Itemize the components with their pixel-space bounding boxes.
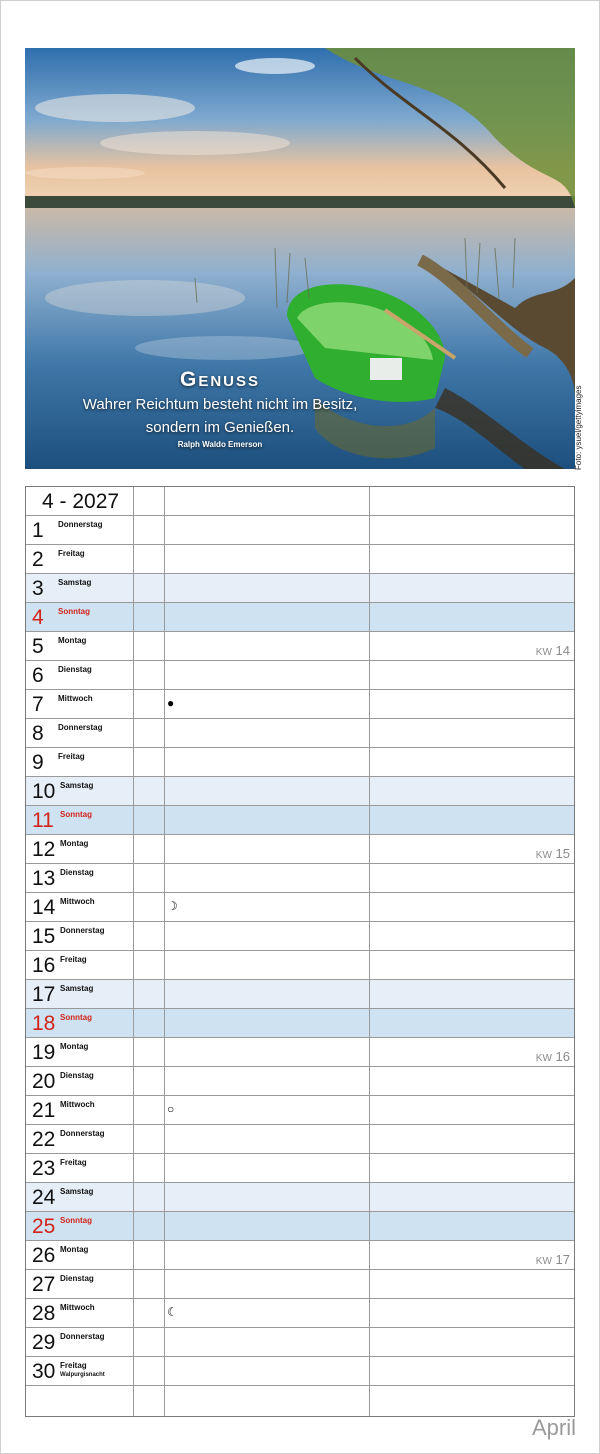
last-quarter-icon: ☾ [167,1305,178,1319]
calendar-week-label [536,1049,570,1064]
column-divider [164,487,165,1416]
day-name: Freitag [60,955,87,964]
calendar-week-prefix: KW [535,850,552,861]
photo-credit-text: Foto: ysuel/gettyimages [574,385,583,470]
day-number: 14 [32,896,56,919]
day-name: Sonntag [60,1216,92,1225]
calendar-day-row[interactable] [26,1241,574,1270]
calendar-day-row[interactable] [26,835,574,864]
calendar-day-row[interactable] [26,632,574,661]
day-name: Dienstag [60,1071,94,1080]
calendar-day-row[interactable] [26,1038,574,1067]
month-year-heading: 4 - 2027 [42,490,120,513]
day-name: Samstag [60,781,94,790]
day-number: 8 [32,722,44,745]
day-name: Samstag [60,1187,94,1196]
calendar-day-row[interactable] [26,748,574,777]
day-number: 30 [32,1360,56,1383]
photo-title: Genuss [179,368,260,391]
day-name: Donnerstag [60,1332,105,1341]
column-divider [369,487,370,1416]
quote-line-1: Wahrer Reichtum besteht nicht im Besitz, [82,396,358,413]
calendar-day-row[interactable] [26,516,574,545]
day-name: Dienstag [58,665,92,674]
day-number: 1 [32,519,44,542]
day-number: 9 [32,751,44,774]
day-number: 20 [32,1070,56,1093]
day-number: 3 [32,577,44,600]
day-number: 5 [32,635,44,658]
calendar-grid [25,486,575,1417]
calendar-header-row [26,487,574,516]
calendar-day-row[interactable] [26,864,574,893]
day-name: Donnerstag [60,1129,105,1138]
day-name: Sonntag [60,1013,92,1022]
new-moon-icon: ● [167,696,175,710]
day-name: Montag [58,636,87,645]
day-number: 29 [32,1331,56,1354]
day-number: 16 [32,954,56,977]
calendar-week-prefix: KW [535,1256,552,1267]
calendar-day-row[interactable] [26,1212,574,1241]
day-number: 13 [32,867,56,890]
calendar-day-row[interactable] [26,1067,574,1096]
day-number: 11 [32,809,54,832]
calendar-day-row[interactable] [26,545,574,574]
day-name: Dienstag [60,1274,94,1283]
photo-caption [25,368,415,449]
calendar-day-row[interactable] [26,893,574,922]
day-number: 2 [32,548,44,571]
day-number: 25 [32,1215,56,1238]
calendar-week-number: 14 [555,643,570,658]
day-number: 17 [32,983,56,1006]
day-name: Freitag [60,1361,87,1370]
day-name: Dienstag [60,868,94,877]
day-number: 18 [32,1012,56,1035]
day-number: 15 [32,925,56,948]
day-name: Donnerstag [60,926,105,935]
full-moon-icon: ○ [167,1102,175,1116]
calendar-day-row[interactable] [26,1183,574,1212]
calendar-week-number: 16 [555,1049,570,1064]
landscape-photo [25,48,575,469]
day-name: Montag [60,1245,89,1254]
calendar-day-row[interactable] [26,690,574,719]
day-name: Mittwoch [60,897,95,906]
day-number: 21 [32,1099,56,1122]
day-number: 26 [32,1244,56,1267]
calendar-week-number: 17 [555,1252,570,1267]
photo-credit [574,374,584,474]
calendar-day-row[interactable] [26,777,574,806]
calendar-day-row[interactable] [26,1096,574,1125]
calendar-day-row[interactable] [26,603,574,632]
column-divider [133,487,134,1416]
day-number: 12 [32,838,56,861]
day-name: Donnerstag [58,723,103,732]
calendar-week-prefix: KW [535,647,552,658]
day-name: Mittwoch [60,1303,95,1312]
calendar-day-row[interactable] [26,1125,574,1154]
calendar-day-row[interactable] [26,1270,574,1299]
day-number: 23 [32,1157,56,1180]
day-name: Montag [60,1042,89,1051]
day-number: 24 [32,1186,56,1209]
day-name: Samstag [58,578,92,587]
day-number: 7 [32,693,44,716]
month-label: April [531,1415,576,1440]
day-name: Mittwoch [58,694,93,703]
calendar-week-label [536,643,570,658]
day-number: 10 [32,780,56,803]
calendar-day-row[interactable] [26,574,574,603]
calendar-day-row[interactable] [26,1299,574,1328]
calendar-day-row[interactable] [26,719,574,748]
calendar-day-row[interactable] [26,1009,574,1038]
day-name: Samstag [60,984,94,993]
calendar-day-row[interactable] [26,1328,574,1357]
day-name: Freitag [58,752,85,761]
calendar-day-row[interactable] [26,980,574,1009]
calendar-day-row[interactable] [26,1357,574,1386]
day-number: 27 [32,1273,56,1296]
day-name: Sonntag [60,810,92,819]
day-number: 22 [32,1128,56,1151]
day-name: Montag [60,839,89,848]
day-number: 4 [32,606,44,629]
quote-line-2: sondern im Genießen. [145,419,295,436]
calendar-day-row[interactable] [26,806,574,835]
quote-author: Ralph Waldo Emerson [177,440,263,449]
day-name: Sonntag [58,607,90,616]
calendar-week-label [536,1252,570,1267]
calendar-day-row[interactable] [26,661,574,690]
calendar-day-row[interactable] [26,951,574,980]
calendar-week-label [536,846,570,861]
calendar-day-row[interactable] [26,922,574,951]
day-name: Freitag [60,1158,87,1167]
day-number: 6 [32,664,44,687]
day-number: 28 [32,1302,56,1325]
day-name: Mittwoch [60,1100,95,1109]
calendar-day-row[interactable] [26,1154,574,1183]
first-quarter-icon: ☽ [167,899,178,913]
day-name: Donnerstag [58,520,103,529]
calendar-week-prefix: KW [535,1053,552,1064]
day-name: Freitag [58,549,85,558]
day-note: Walpurgisnacht [60,1372,105,1378]
calendar-week-number: 15 [555,846,570,861]
day-number: 19 [32,1041,56,1064]
